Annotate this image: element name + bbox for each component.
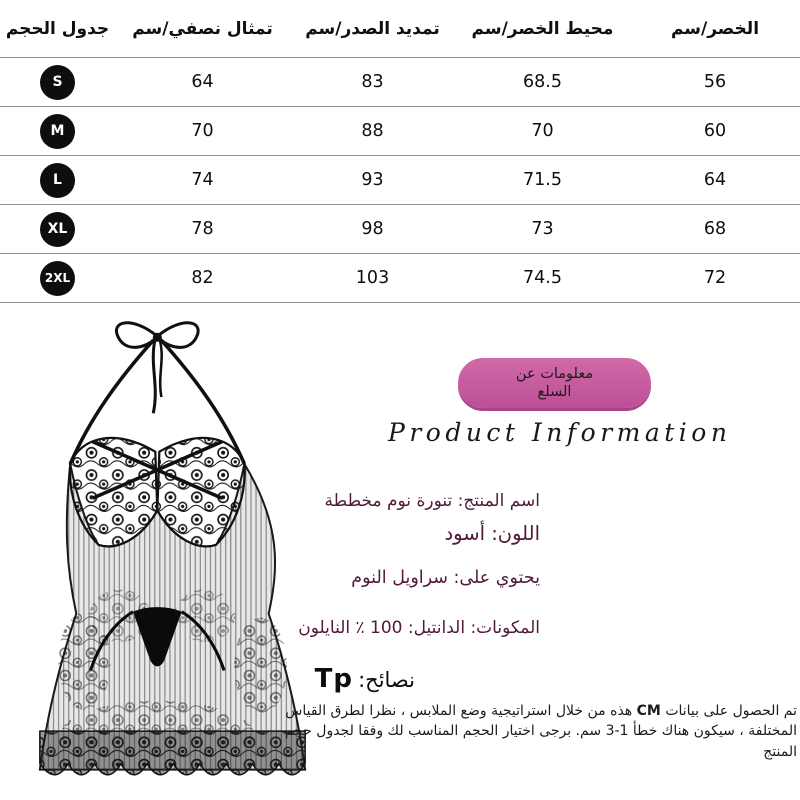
table-row: [0, 205, 800, 254]
detail-color: اللون: أسود: [444, 522, 540, 545]
size-table: [0, 0, 800, 303]
cell-waist-circumference: 68.5: [455, 58, 630, 107]
table-row: [0, 58, 800, 107]
cell-waist: 72: [630, 254, 800, 303]
cell-size: [0, 107, 115, 156]
header-size-chart: جدول الحجم: [0, 0, 115, 58]
badge-label-line1: معلومات عن: [515, 365, 594, 382]
cell-chest-extension: 88: [290, 107, 455, 156]
cell-waist: 68: [630, 205, 800, 254]
size-badge-2xl: 2XL: [40, 261, 75, 296]
cell-bust: 74: [115, 156, 290, 205]
cell-size: [0, 254, 115, 303]
cell-waist: 64: [630, 156, 800, 205]
badge-label-line2: السلع: [537, 384, 572, 400]
size-badge-m: M: [40, 114, 75, 149]
header-waist-circumference: محيط الخصر/سم: [455, 0, 630, 58]
table-row: [0, 107, 800, 156]
cell-waist-circumference: 70: [455, 107, 630, 156]
table-row: [0, 254, 800, 303]
cell-chest-extension: 83: [290, 58, 455, 107]
tips-heading: [315, 664, 415, 694]
bow-loop-right: [157, 323, 198, 348]
cell-size: [0, 156, 115, 205]
cell-size: [0, 205, 115, 254]
tips-heading-latin: Tp: [314, 664, 353, 694]
cell-bust: 70: [115, 107, 290, 156]
size-badge-l: L: [40, 163, 75, 198]
cell-waist-circumference: 73: [455, 205, 630, 254]
product-info-badge-button[interactable]: [458, 358, 651, 408]
detail-contains: يحتوي على: سراويل النوم: [351, 568, 540, 588]
table-row: [0, 156, 800, 205]
size-badge-xl: XL: [40, 212, 75, 247]
detail-product-name: اسم المنتج: تنورة نوم مخططة: [324, 491, 540, 511]
tips-heading-arabic: نصائح:: [358, 668, 415, 692]
cell-bust: 78: [115, 205, 290, 254]
cell-size: [0, 58, 115, 107]
cell-bust: 82: [115, 254, 290, 303]
cell-bust: 64: [115, 58, 290, 107]
cell-waist-circumference: 74.5: [455, 254, 630, 303]
cell-chest-extension: 103: [290, 254, 455, 303]
header-chest-extension: تمديد الصدر/سم: [290, 0, 455, 58]
size-table-header-row: [0, 0, 800, 58]
tips-text-cm: CM: [636, 703, 661, 719]
tips-paragraph: [267, 701, 797, 762]
bow-loop-left: [116, 323, 157, 348]
cell-waist-circumference: 71.5: [455, 156, 630, 205]
cell-chest-extension: 93: [290, 156, 455, 205]
bow-knot: [153, 333, 162, 342]
cell-waist: 56: [630, 58, 800, 107]
bow-tail: [153, 338, 155, 413]
header-bust: تمثال نصفي/سم: [115, 0, 290, 58]
detail-components: المكونات: الدانتيل: 100 ٪ النايلون: [298, 618, 540, 638]
cell-waist: 60: [630, 107, 800, 156]
cell-chest-extension: 98: [290, 205, 455, 254]
tips-text-suffix: هذه من خلال استراتيجية وضع الملابس ، نظرا لطرق القياس المختلفة ، سيكون هناك خطأ 1-3 سم. برجى اختيار الحجم المناسب لك وفقا لجدول حجم المنتج: [284, 703, 797, 760]
bow-tail: [159, 338, 161, 397]
header-waist: الخصر/سم: [630, 0, 800, 58]
product-information-title: Product Information: [388, 418, 732, 447]
tips-text-prefix: تم الحصول على بيانات: [665, 703, 797, 719]
size-badge-s: S: [40, 65, 75, 100]
